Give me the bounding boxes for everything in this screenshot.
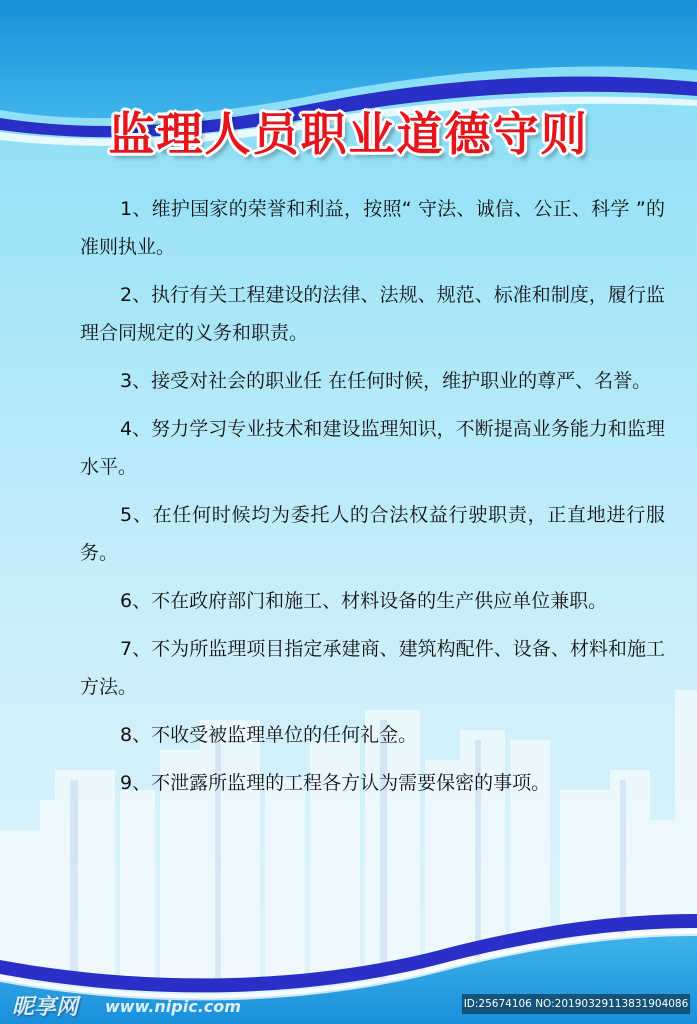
rule-item: 6、不在政府部门和施工、材料设备的生产供应单位兼职。: [120, 590, 608, 612]
rule-item: 1、维护国家的荣誉和利益，按照“ 守法、诚信、公正、科学 ”的准则执业。: [80, 198, 665, 258]
nipic-logo-watermark: 昵享网: [12, 995, 79, 1020]
rule-item: 2、执行有关工程建设的法律、法规、规范、标准和制度，履行监理合同规定的义务和职责。: [80, 284, 665, 344]
page-title: 监理人员职业道德守则: [108, 107, 589, 161]
rule-item: 8、不收受被监理单位的任何礼金。: [120, 724, 418, 746]
rule-item: 3、接受对社会的职业任 在任何时候，维护职业的尊严、名誉。: [120, 370, 652, 392]
rule-item: 4、努力学习专业技术和建设监理知识，不断提高业务能力和监理水平。: [80, 418, 665, 478]
rule-item: 9、不泄露所监理的工程各方认为需要保密的事项。: [120, 772, 551, 794]
rule-item: 5、在任何时候均为委托人的合法权益行驶职责，正直地进行服务。: [80, 504, 665, 564]
image-id-bar: ID:25674106 NO:20190329113831904086: [462, 994, 690, 1014]
rules-list: [80, 190, 665, 812]
rule-item: 7、不为所监理项目指定承建商、建筑构配件、设备、材料和施工方法。: [80, 638, 665, 698]
nipic-url-watermark: www.nipic.com: [105, 997, 241, 1016]
